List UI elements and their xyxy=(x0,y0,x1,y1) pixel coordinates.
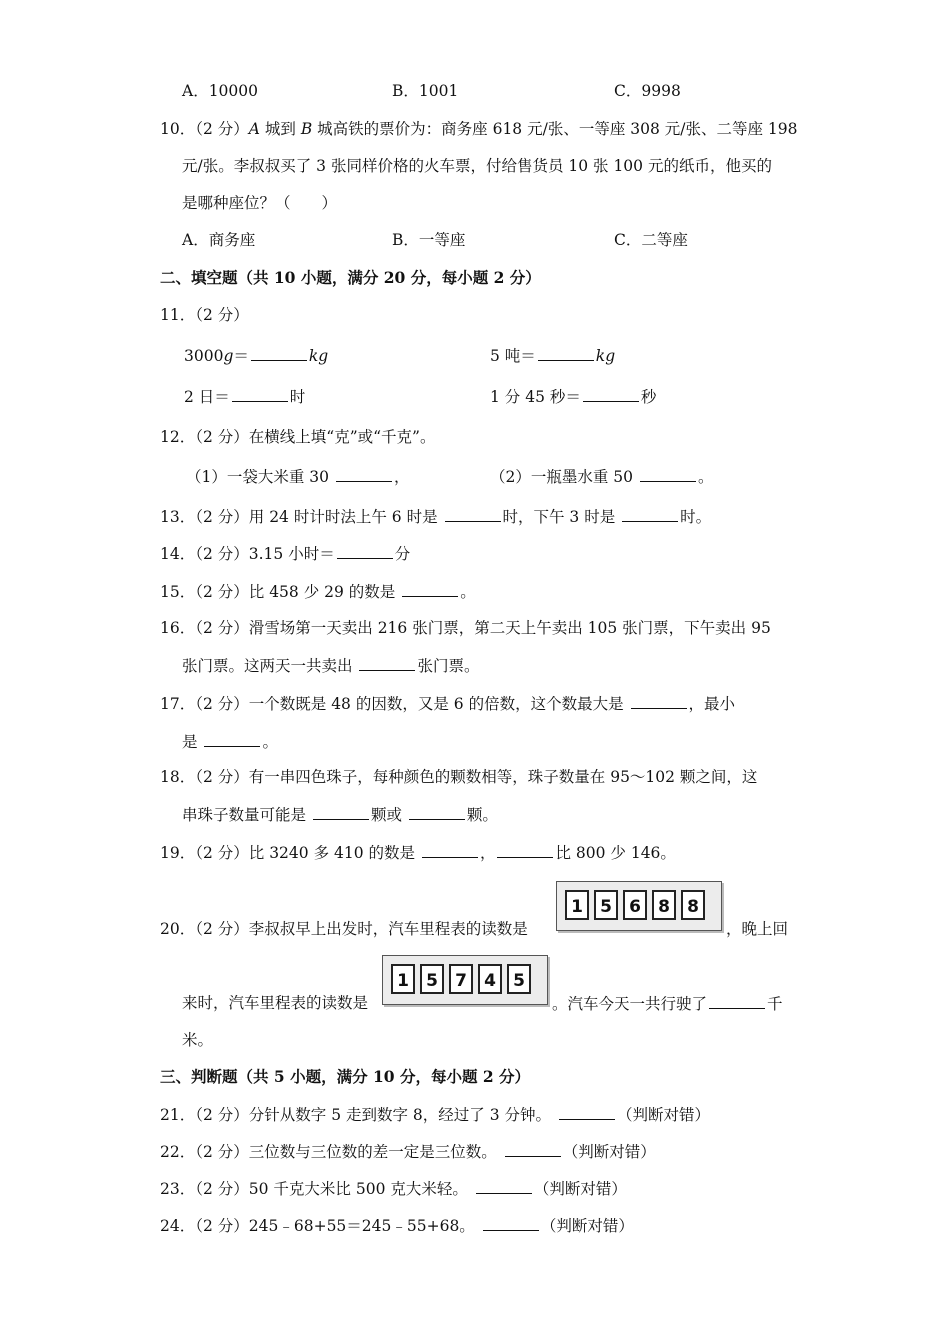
odometer-digit: 1 xyxy=(391,964,415,994)
answer-blank[interactable] xyxy=(483,1215,539,1231)
answer-blank[interactable] xyxy=(445,506,501,522)
q11-item-a: 3000g＝ kg xyxy=(184,347,329,365)
q20-line-2-end: 。汽车今天一共行驶了 千 xyxy=(552,995,783,1013)
answer-blank[interactable] xyxy=(409,804,465,820)
q12-question: 12．（2 分）在横线上填“克”或“千克”。 xyxy=(160,428,436,446)
answer-blank[interactable] xyxy=(505,1141,561,1157)
q11-item-c: 2 日＝ 时 xyxy=(184,388,306,406)
answer-blank[interactable] xyxy=(538,345,594,361)
answer-blank[interactable] xyxy=(422,842,478,858)
q13-question: 13．（2 分）用 24 时计时法上午 6 时是 时，下午 3 时是 时。 xyxy=(160,508,712,526)
q10-number: 10． xyxy=(160,120,196,138)
q16-line-2: 张门票。这两天一共卖出 张门票。 xyxy=(182,657,480,675)
q11-header: 11．（2 分） xyxy=(160,306,249,324)
answer-blank[interactable] xyxy=(232,386,288,402)
odometer-digit: 5 xyxy=(594,890,618,920)
answer-blank[interactable] xyxy=(709,993,765,1009)
answer-blank[interactable] xyxy=(402,581,458,597)
odometer-digit: 5 xyxy=(507,964,531,994)
q20-line-1-end: ，晚上回 xyxy=(726,920,789,938)
answer-blank[interactable] xyxy=(631,693,687,709)
q9-option-a: A．10000 xyxy=(182,82,259,100)
answer-blank[interactable] xyxy=(497,842,553,858)
q12-part-1: （1）一袋大米重 30 ， xyxy=(186,468,410,486)
q22-question: 22．（2 分）三位数与三位数的差一定是三位数。 （判断对错） xyxy=(160,1143,656,1161)
q12-part-2: （2）一瓶墨水重 50 。 xyxy=(490,468,714,486)
answer-blank[interactable] xyxy=(622,506,678,522)
q19-question: 19．（2 分）比 3240 多 410 的数是 ， 比 800 少 146。 xyxy=(160,844,676,862)
answer-blank[interactable] xyxy=(476,1178,532,1194)
answer-blank[interactable] xyxy=(336,466,392,482)
q18-line-2: 串珠子数量可能是 颗或 颗。 xyxy=(182,806,498,824)
q10-option-b: B．一等座 xyxy=(392,231,466,249)
q10-line-1: 10．（2 分）A 城到 B 城高铁的票价为：商务座 618 元/张、一等座 308 元/张、二等座 198 xyxy=(160,120,798,138)
q21-question: 21．（2 分）分针从数字 5 走到数字 8，经过了 3 分钟。 （判断对错） xyxy=(160,1106,711,1124)
odometer-digit: 6 xyxy=(623,890,647,920)
q9-option-b: B．1001 xyxy=(392,82,459,100)
q11-item-d: 1 分 45 秒＝ 秒 xyxy=(490,388,657,406)
section-2-title: 二、填空题（共 10 小题，满分 20 分，每小题 2 分） xyxy=(160,268,541,287)
q10-option-c: C．二等座 xyxy=(614,231,688,249)
q24-question: 24．（2 分）245﹣68+55＝245﹣55+68。 （判断对错） xyxy=(160,1217,634,1235)
answer-blank[interactable] xyxy=(559,1104,615,1120)
q10-option-a: A．商务座 xyxy=(182,231,256,249)
section-3-title: 三、判断题（共 5 小题，满分 10 分，每小题 2 分） xyxy=(160,1067,531,1086)
q15-question: 15．（2 分）比 458 少 29 的数是 。 xyxy=(160,583,476,601)
odometer-digit: 8 xyxy=(652,890,676,920)
q20-line-2-text: 来时，汽车里程表的读数是 xyxy=(182,994,369,1012)
answer-blank[interactable] xyxy=(313,804,369,820)
q16-line-1: 16．（2 分）滑雪场第一天卖出 216 张门票，第二天上午卖出 105 张门票，下午卖出 95 xyxy=(160,619,771,637)
q14-question: 14．（2 分）3.15 小时＝ 分 xyxy=(160,545,411,563)
answer-blank[interactable] xyxy=(251,345,307,361)
answer-blank[interactable] xyxy=(337,543,393,559)
q11-item-b: 5 吨＝ kg xyxy=(490,347,616,365)
odometer-digit: 7 xyxy=(449,964,473,994)
odometer-digit: 4 xyxy=(478,964,502,994)
q18-line-1: 18．（2 分）有一串四色珠子，每种颜色的颗数相等，珠子数量在 95～102 颗之间，这 xyxy=(160,768,758,786)
odometer-digit: 5 xyxy=(420,964,444,994)
answer-blank[interactable] xyxy=(583,386,639,402)
answer-blank[interactable] xyxy=(204,731,260,747)
q17-line-2: 是 。 xyxy=(182,733,278,751)
q17-line-1: 17．（2 分）一个数既是 48 的因数，又是 6 的倍数，这个数最大是 ，最小 xyxy=(160,695,736,713)
odometer-evening xyxy=(382,955,548,1005)
q10-line-2: 元/张。李叔叔买了 3 张同样价格的火车票，付给售货员 10 张 100 元的纸币，他买的 xyxy=(182,157,772,175)
q10-line-3: 是哪种座位？（ ） xyxy=(182,194,338,212)
q23-question: 23．（2 分）50 千克大米比 500 克大米轻。 （判断对错） xyxy=(160,1180,627,1198)
answer-blank[interactable] xyxy=(359,655,415,671)
answer-blank[interactable] xyxy=(640,466,696,482)
q20-line-1-text: 20．（2 分）李叔叔早上出发时，汽车里程表的读数是 xyxy=(160,920,528,938)
q9-option-c: C．9998 xyxy=(614,82,681,100)
odometer-digit: 8 xyxy=(681,890,705,920)
odometer-digit: 1 xyxy=(565,890,589,920)
q20-line-3: 米。 xyxy=(182,1031,214,1049)
odometer-morning xyxy=(556,881,722,931)
